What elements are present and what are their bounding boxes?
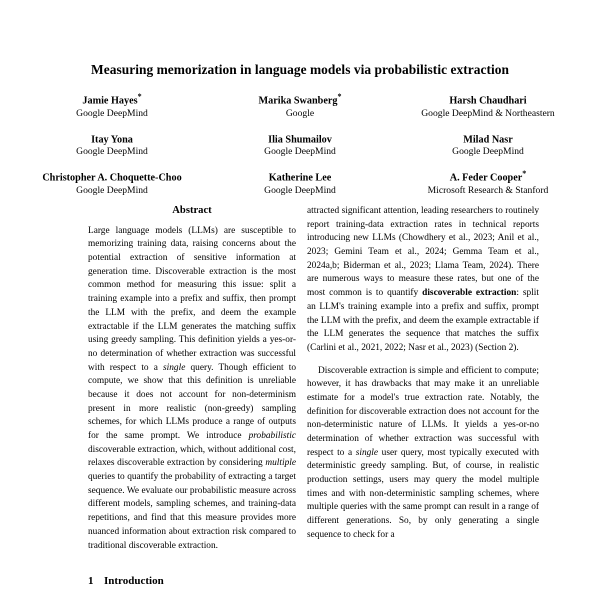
- author-affiliation: Google DeepMind: [264, 184, 336, 196]
- emphasis-text: single: [355, 447, 379, 458]
- author-name: Katherine Lee: [268, 172, 332, 184]
- corresponding-author-marker: *: [522, 169, 527, 179]
- author-name: Jamie Hayes*: [82, 92, 142, 107]
- strong-text: discoverable extraction: [422, 288, 517, 299]
- section-number: 1: [88, 575, 94, 587]
- author-entry: [18, 131, 206, 159]
- author-name: A. Feder Cooper*: [449, 169, 527, 184]
- author-row: [18, 92, 582, 120]
- author-name: Ilia Shumailov: [268, 134, 332, 146]
- author-name: Christopher A. Choquette-Choo: [42, 172, 182, 184]
- emphasis-text: probabilistic: [248, 431, 296, 442]
- author-affiliation: Google DeepMind: [452, 146, 524, 158]
- emphasis-text: single: [163, 362, 186, 373]
- author-entry: [18, 169, 206, 197]
- author-affiliation: Google DeepMind: [76, 146, 148, 158]
- author-affiliation: Google DeepMind: [264, 146, 336, 158]
- author-affiliation: Google DeepMind: [76, 184, 148, 196]
- author-name: Harsh Chaudhari: [449, 95, 527, 107]
- page-title: Measuring memorization in language models via probabilistic extraction: [91, 62, 509, 77]
- author-name: Marika Swanberg*: [258, 92, 342, 107]
- author-name: Itay Yona: [91, 134, 133, 146]
- author-affiliation: Google: [285, 107, 315, 119]
- author-entry: [394, 131, 582, 159]
- abstract-heading: Abstract: [172, 205, 212, 216]
- section-title: Introduction: [104, 575, 164, 587]
- author-name: Milad Nasr: [463, 134, 513, 146]
- corresponding-author-marker: *: [337, 92, 342, 102]
- author-affiliation: Microsoft Research & Stanford: [427, 184, 549, 196]
- author-entry: [206, 131, 394, 159]
- author-row: [18, 131, 582, 159]
- author-block: [0, 92, 600, 197]
- body-paragraph: attracted significant attention, leading researchers to routinely report training-data extraction rates in technical reports introducing new LLMs (Chowdhery et al., 2023; Anil et al., 2023; Gemini Team et al., 2024; Gemma Team et al., 2024a,b; Biderman et al., 2023; Llama Team, 2024). There are numerous ways to measure these rates, but one of the most common is to quantify discoverable extraction: split an LLM's training example into a prefix and suffix, prompt the LLM with the prefix, and deem the example extractable if the LLM generates the sequence that matches the suffix (Carlini et al., 2021, 2022; Nasr et al., 2023) (Section 2).: [307, 206, 539, 353]
- author-entry: [206, 169, 394, 197]
- introduction-heading-wrap: [88, 575, 296, 589]
- emphasis-text: multiple: [265, 458, 296, 469]
- author-entry: [394, 92, 582, 120]
- author-entry: [18, 92, 206, 120]
- left-column: [88, 205, 296, 553]
- abstract-paragraph: Large language models (LLMs) are susceptible to memorizing training data, raising concerns about the potential extraction of sensitive information at generation time. Discoverable extraction is the most common method for measuring this issue: split a training example into a prefix and suffix, then prompt the LLM with the prefix, and deem the example extractable if the LLM generates the matching suffix using greedy sampling. This definition yields a yes-or-no determination of whether extraction was successful with respect to a single query. Though efficient to compute, we show that this definition is unreliable because it does not account for non-determinism present in more realistic (non-greedy) sampling schemes, for which LLMs produce a range of outputs for the same prompt. We introduce probabilistic discoverable extraction, which, without additional cost, relaxes discoverable extraction by considering multiple queries to quantify the probability of extracting a target sequence. We evaluate our probabilistic measure across different models, sampling schemes, and training-data repetitions, and find that this measure provides more nuanced information about extraction risk compared to traditional discoverable extraction.: [88, 225, 296, 551]
- corresponding-author-marker: *: [137, 92, 142, 102]
- author-entry: [394, 169, 582, 197]
- author-affiliation: Google DeepMind: [76, 107, 148, 119]
- author-entry: [206, 92, 394, 120]
- right-column: [307, 205, 539, 543]
- body-columns: [0, 205, 600, 600]
- author-affiliation: Google DeepMind & Northeastern: [421, 107, 555, 119]
- section-heading-introduction: [88, 575, 296, 589]
- author-row: [18, 169, 582, 197]
- body-paragraph: Discoverable extraction is simple and efficient to compute; however, it has drawbacks that may make it an unreliable estimate for a model's true extraction rate. Notably, the definition for discoverable extraction does not account for the non-deterministic nature of LLMs. It yields a yes-or-no determination of whether extraction was successful with respect to a single user query, most typically executed with deterministic greedy sampling. But, of course, in realistic production settings, users may query the model multiple times and with non-deterministic sampling schemes, where multiple queries with the same prompt can result in a range of different generations. So, by only generating a single sequence to check for a: [307, 365, 539, 540]
